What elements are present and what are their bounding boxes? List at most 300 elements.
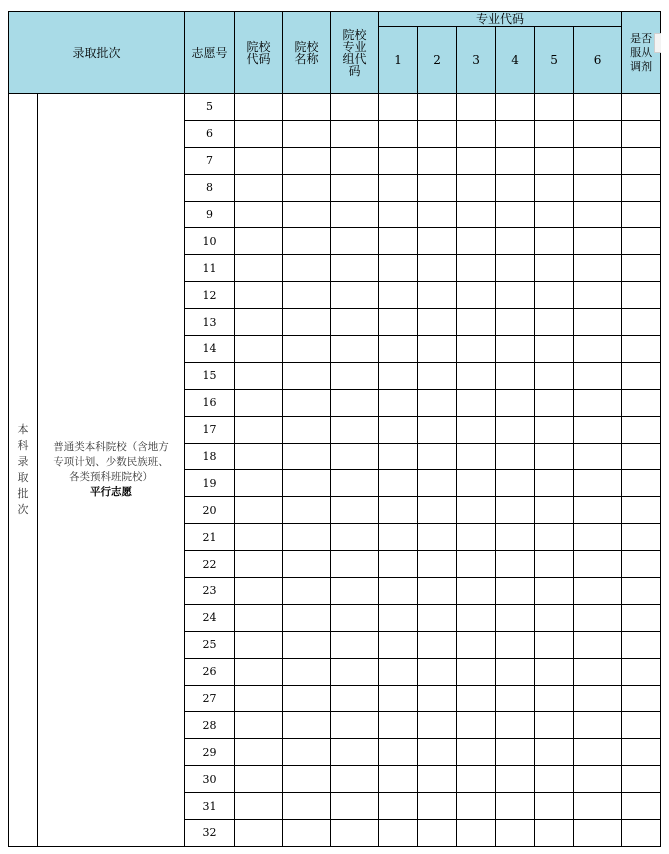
school-code-input[interactable]: [235, 120, 283, 147]
major-code-3-input[interactable]: [457, 578, 496, 605]
school-code-input[interactable]: [235, 201, 283, 228]
adjust-input[interactable]: [622, 147, 661, 174]
major-code-5-input[interactable]: [535, 255, 574, 282]
group-code-input[interactable]: [331, 282, 379, 309]
major-code-1-input[interactable]: [379, 524, 418, 551]
school-name-input[interactable]: [283, 282, 331, 309]
school-code-input[interactable]: [235, 443, 283, 470]
group-code-input[interactable]: [331, 336, 379, 363]
school-code-input[interactable]: [235, 147, 283, 174]
adjust-input[interactable]: [622, 443, 661, 470]
major-code-2-input[interactable]: [418, 631, 457, 658]
major-code-5-input[interactable]: [535, 497, 574, 524]
major-code-2-input[interactable]: [418, 766, 457, 793]
choice-number: 14: [185, 336, 235, 363]
major-code-5-input[interactable]: [535, 309, 574, 336]
adjust-input[interactable]: [622, 470, 661, 497]
major-code-1-input[interactable]: [379, 820, 418, 847]
major-code-6-input[interactable]: [574, 255, 622, 282]
major-code-6-input[interactable]: [574, 120, 622, 147]
major-code-2-input[interactable]: [418, 820, 457, 847]
major-code-3-input[interactable]: [457, 147, 496, 174]
header-school-name-text: 院校名称: [294, 39, 319, 66]
major-code-2-input[interactable]: [418, 551, 457, 578]
major-code-1-input[interactable]: [379, 94, 418, 121]
batch-char: 次: [17, 502, 29, 516]
school-name-input[interactable]: [283, 416, 331, 443]
major-code-1-input[interactable]: [379, 416, 418, 443]
group-code-input[interactable]: [331, 389, 379, 416]
major-code-4-input[interactable]: [496, 94, 535, 121]
major-code-4-input[interactable]: [496, 685, 535, 712]
major-code-2-input[interactable]: [418, 416, 457, 443]
school-name-input[interactable]: [283, 524, 331, 551]
group-code-input[interactable]: [331, 524, 379, 551]
major-code-4-input[interactable]: [496, 497, 535, 524]
group-code-input[interactable]: [331, 551, 379, 578]
major-code-2-input[interactable]: [418, 309, 457, 336]
choice-number: 27: [185, 685, 235, 712]
major-code-4-input[interactable]: [496, 443, 535, 470]
adjust-input[interactable]: [622, 336, 661, 363]
major-code-4-input[interactable]: [496, 551, 535, 578]
major-code-1-input[interactable]: [379, 766, 418, 793]
major-code-1-input[interactable]: [379, 631, 418, 658]
adjust-input[interactable]: [622, 604, 661, 631]
major-code-5-input[interactable]: [535, 336, 574, 363]
school-name-input[interactable]: [283, 578, 331, 605]
major-code-1-input[interactable]: [379, 201, 418, 228]
major-code-4-input[interactable]: [496, 336, 535, 363]
major-code-6-input[interactable]: [574, 685, 622, 712]
major-code-3-input[interactable]: [457, 94, 496, 121]
major-code-3-input[interactable]: [457, 228, 496, 255]
school-code-input[interactable]: [235, 739, 283, 766]
major-code-5-input[interactable]: [535, 94, 574, 121]
header-group-code: [331, 12, 379, 94]
major-code-6-input[interactable]: [574, 712, 622, 739]
header-major-col: 2: [418, 27, 457, 94]
major-code-5-input[interactable]: [535, 551, 574, 578]
major-code-1-input[interactable]: [379, 470, 418, 497]
group-code-input[interactable]: [331, 174, 379, 201]
major-code-5-input[interactable]: [535, 604, 574, 631]
school-code-input[interactable]: [235, 685, 283, 712]
major-code-2-input[interactable]: [418, 712, 457, 739]
major-code-4-input[interactable]: [496, 820, 535, 847]
major-code-3-input[interactable]: [457, 416, 496, 443]
major-code-6-input[interactable]: [574, 470, 622, 497]
school-code-input[interactable]: [235, 228, 283, 255]
major-code-4-input[interactable]: [496, 147, 535, 174]
adjust-input[interactable]: [622, 524, 661, 551]
school-name-input[interactable]: [283, 685, 331, 712]
group-code-input[interactable]: [331, 497, 379, 524]
school-code-input[interactable]: [235, 174, 283, 201]
major-code-5-input[interactable]: [535, 470, 574, 497]
major-code-5-input[interactable]: [535, 793, 574, 820]
major-code-4-input[interactable]: [496, 658, 535, 685]
major-code-5-input[interactable]: [535, 201, 574, 228]
major-code-3-input[interactable]: [457, 120, 496, 147]
school-code-input[interactable]: [235, 416, 283, 443]
major-code-6-input[interactable]: [574, 604, 622, 631]
major-code-6-input[interactable]: [574, 658, 622, 685]
major-code-4-input[interactable]: [496, 362, 535, 389]
major-code-4-input[interactable]: [496, 793, 535, 820]
group-code-input[interactable]: [331, 578, 379, 605]
school-name-input[interactable]: [283, 201, 331, 228]
major-code-4-input[interactable]: [496, 524, 535, 551]
major-code-2-input[interactable]: [418, 578, 457, 605]
header-batch: 录取批次: [9, 12, 185, 94]
major-code-6-input[interactable]: [574, 362, 622, 389]
major-code-1-input[interactable]: [379, 228, 418, 255]
group-code-input[interactable]: [331, 94, 379, 121]
adjust-input[interactable]: [622, 739, 661, 766]
major-code-1-input[interactable]: [379, 336, 418, 363]
major-code-5-input[interactable]: [535, 820, 574, 847]
major-code-4-input[interactable]: [496, 766, 535, 793]
group-code-input[interactable]: [331, 712, 379, 739]
major-code-3-input[interactable]: [457, 712, 496, 739]
school-code-input[interactable]: [235, 309, 283, 336]
major-code-4-input[interactable]: [496, 201, 535, 228]
header-major-col: 5: [535, 27, 574, 94]
major-code-4-input[interactable]: [496, 712, 535, 739]
major-code-6-input[interactable]: [574, 201, 622, 228]
header-major-col: 4: [496, 27, 535, 94]
major-code-6-input[interactable]: [574, 174, 622, 201]
major-code-6-input[interactable]: [574, 94, 622, 121]
header-major-col: 3: [457, 27, 496, 94]
major-code-6-input[interactable]: [574, 578, 622, 605]
major-code-1-input[interactable]: [379, 658, 418, 685]
major-code-4-input[interactable]: [496, 228, 535, 255]
major-code-2-input[interactable]: [418, 604, 457, 631]
major-code-2-input[interactable]: [418, 497, 457, 524]
school-name-input[interactable]: [283, 174, 331, 201]
adjust-input[interactable]: [622, 228, 661, 255]
group-code-input[interactable]: [331, 443, 379, 470]
school-code-input[interactable]: [235, 551, 283, 578]
school-name-input[interactable]: [283, 604, 331, 631]
group-code-input[interactable]: [331, 362, 379, 389]
group-code-input[interactable]: [331, 685, 379, 712]
major-code-2-input[interactable]: [418, 120, 457, 147]
major-code-1-input[interactable]: [379, 443, 418, 470]
major-code-3-input[interactable]: [457, 497, 496, 524]
major-code-5-input[interactable]: [535, 685, 574, 712]
group-code-input[interactable]: [331, 416, 379, 443]
adjust-input[interactable]: [622, 309, 661, 336]
major-code-2-input[interactable]: [418, 94, 457, 121]
major-code-4-input[interactable]: [496, 120, 535, 147]
adjust-input[interactable]: [622, 578, 661, 605]
group-code-input[interactable]: [331, 255, 379, 282]
major-code-2-input[interactable]: [418, 201, 457, 228]
page-edge-tab: [654, 33, 661, 53]
school-name-input[interactable]: [283, 443, 331, 470]
major-code-5-input[interactable]: [535, 524, 574, 551]
major-code-6-input[interactable]: [574, 793, 622, 820]
adjust-input[interactable]: [622, 416, 661, 443]
volunteer-form: [8, 11, 661, 847]
major-code-5-input[interactable]: [535, 174, 574, 201]
major-code-2-input[interactable]: [418, 362, 457, 389]
major-code-1-input[interactable]: [379, 120, 418, 147]
major-code-6-input[interactable]: [574, 389, 622, 416]
major-code-6-input[interactable]: [574, 766, 622, 793]
major-code-6-input[interactable]: [574, 336, 622, 363]
school-code-input[interactable]: [235, 497, 283, 524]
school-code-input[interactable]: [235, 604, 283, 631]
group-code-input[interactable]: [331, 793, 379, 820]
group-code-input[interactable]: [331, 631, 379, 658]
major-code-1-input[interactable]: [379, 739, 418, 766]
header-adjust-text: 是否服从调剂: [630, 31, 653, 73]
school-code-input[interactable]: [235, 820, 283, 847]
major-code-3-input[interactable]: [457, 551, 496, 578]
school-name-input[interactable]: [283, 551, 331, 578]
major-code-1-input[interactable]: [379, 712, 418, 739]
school-name-input[interactable]: [283, 336, 331, 363]
major-code-2-input[interactable]: [418, 282, 457, 309]
group-code-input[interactable]: [331, 120, 379, 147]
school-code-input[interactable]: [235, 470, 283, 497]
major-code-5-input[interactable]: [535, 228, 574, 255]
major-code-2-input[interactable]: [418, 174, 457, 201]
major-code-1-input[interactable]: [379, 309, 418, 336]
major-code-1-input[interactable]: [379, 282, 418, 309]
major-code-6-input[interactable]: [574, 147, 622, 174]
group-code-input[interactable]: [331, 739, 379, 766]
major-code-3-input[interactable]: [457, 389, 496, 416]
major-code-6-input[interactable]: [574, 524, 622, 551]
school-code-input[interactable]: [235, 578, 283, 605]
school-code-input[interactable]: [235, 712, 283, 739]
major-code-1-input[interactable]: [379, 685, 418, 712]
major-code-6-input[interactable]: [574, 497, 622, 524]
major-code-1-input[interactable]: [379, 389, 418, 416]
adjust-input[interactable]: [622, 658, 661, 685]
school-code-input[interactable]: [235, 524, 283, 551]
major-code-3-input[interactable]: [457, 309, 496, 336]
adjust-input[interactable]: [622, 255, 661, 282]
major-code-3-input[interactable]: [457, 336, 496, 363]
school-code-input[interactable]: [235, 282, 283, 309]
major-code-6-input[interactable]: [574, 416, 622, 443]
group-code-input[interactable]: [331, 470, 379, 497]
adjust-input[interactable]: [622, 174, 661, 201]
adjust-input[interactable]: [622, 362, 661, 389]
school-name-input[interactable]: [283, 147, 331, 174]
school-name-input[interactable]: [283, 712, 331, 739]
batch-char: 科: [17, 438, 29, 452]
group-code-input[interactable]: [331, 309, 379, 336]
school-code-input[interactable]: [235, 94, 283, 121]
school-code-input[interactable]: [235, 766, 283, 793]
group-code-input[interactable]: [331, 658, 379, 685]
major-code-2-input[interactable]: [418, 443, 457, 470]
major-code-4-input[interactable]: [496, 604, 535, 631]
major-code-3-input[interactable]: [457, 174, 496, 201]
major-code-2-input[interactable]: [418, 255, 457, 282]
adjust-input[interactable]: [622, 94, 661, 121]
major-code-1-input[interactable]: [379, 362, 418, 389]
adjust-input[interactable]: [622, 551, 661, 578]
major-code-2-input[interactable]: [418, 389, 457, 416]
choice-number: 32: [185, 820, 235, 847]
major-code-5-input[interactable]: [535, 120, 574, 147]
choice-number: 31: [185, 793, 235, 820]
school-code-input[interactable]: [235, 658, 283, 685]
school-name-input[interactable]: [283, 658, 331, 685]
major-code-5-input[interactable]: [535, 362, 574, 389]
adjust-input[interactable]: [622, 282, 661, 309]
school-name-input[interactable]: [283, 120, 331, 147]
major-code-1-input[interactable]: [379, 497, 418, 524]
major-code-6-input[interactable]: [574, 820, 622, 847]
adjust-input[interactable]: [622, 793, 661, 820]
school-name-input[interactable]: [283, 362, 331, 389]
adjust-input[interactable]: [622, 120, 661, 147]
adjust-input[interactable]: [622, 820, 661, 847]
group-code-input[interactable]: [331, 766, 379, 793]
major-code-3-input[interactable]: [457, 793, 496, 820]
major-code-3-input[interactable]: [457, 739, 496, 766]
school-name-input[interactable]: [283, 94, 331, 121]
major-code-6-input[interactable]: [574, 282, 622, 309]
major-code-1-input[interactable]: [379, 147, 418, 174]
major-code-2-input[interactable]: [418, 336, 457, 363]
major-code-5-input[interactable]: [535, 443, 574, 470]
school-code-input[interactable]: [235, 793, 283, 820]
major-code-5-input[interactable]: [535, 739, 574, 766]
major-code-3-input[interactable]: [457, 470, 496, 497]
major-code-2-input[interactable]: [418, 147, 457, 174]
major-code-4-input[interactable]: [496, 631, 535, 658]
major-code-5-input[interactable]: [535, 416, 574, 443]
application-table: [8, 11, 661, 847]
major-code-4-input[interactable]: [496, 739, 535, 766]
major-code-5-input[interactable]: [535, 712, 574, 739]
major-code-3-input[interactable]: [457, 524, 496, 551]
major-code-4-input[interactable]: [496, 174, 535, 201]
group-code-input[interactable]: [331, 201, 379, 228]
adjust-input[interactable]: [622, 685, 661, 712]
adjust-input[interactable]: [622, 497, 661, 524]
school-name-input[interactable]: [283, 255, 331, 282]
major-code-4-input[interactable]: [496, 389, 535, 416]
group-code-input[interactable]: [331, 604, 379, 631]
adjust-input[interactable]: [622, 389, 661, 416]
batch-char: 录: [17, 454, 29, 468]
major-code-3-input[interactable]: [457, 201, 496, 228]
major-code-6-input[interactable]: [574, 631, 622, 658]
major-code-5-input[interactable]: [535, 658, 574, 685]
school-name-input[interactable]: [283, 766, 331, 793]
school-name-input[interactable]: [283, 820, 331, 847]
major-code-1-input[interactable]: [379, 578, 418, 605]
school-name-input[interactable]: [283, 309, 331, 336]
major-code-6-input[interactable]: [574, 443, 622, 470]
major-code-1-input[interactable]: [379, 551, 418, 578]
major-code-3-input[interactable]: [457, 631, 496, 658]
major-code-4-input[interactable]: [496, 416, 535, 443]
major-code-1-input[interactable]: [379, 174, 418, 201]
major-code-3-input[interactable]: [457, 685, 496, 712]
school-code-input[interactable]: [235, 336, 283, 363]
major-code-3-input[interactable]: [457, 282, 496, 309]
school-code-input[interactable]: [235, 631, 283, 658]
major-code-4-input[interactable]: [496, 470, 535, 497]
major-code-2-input[interactable]: [418, 470, 457, 497]
major-code-3-input[interactable]: [457, 658, 496, 685]
major-code-4-input[interactable]: [496, 255, 535, 282]
adjust-input[interactable]: [622, 712, 661, 739]
major-code-3-input[interactable]: [457, 255, 496, 282]
choice-number: 12: [185, 282, 235, 309]
school-name-input[interactable]: [283, 497, 331, 524]
major-code-4-input[interactable]: [496, 282, 535, 309]
adjust-input[interactable]: [622, 201, 661, 228]
school-name-input[interactable]: [283, 631, 331, 658]
major-code-5-input[interactable]: [535, 766, 574, 793]
major-code-2-input[interactable]: [418, 658, 457, 685]
major-code-3-input[interactable]: [457, 443, 496, 470]
major-code-3-input[interactable]: [457, 820, 496, 847]
major-code-2-input[interactable]: [418, 793, 457, 820]
major-code-5-input[interactable]: [535, 282, 574, 309]
major-code-5-input[interactable]: [535, 147, 574, 174]
category-cell: [38, 94, 185, 847]
group-code-input[interactable]: [331, 147, 379, 174]
school-name-input[interactable]: [283, 389, 331, 416]
major-code-4-input[interactable]: [496, 578, 535, 605]
adjust-input[interactable]: [622, 766, 661, 793]
major-code-2-input[interactable]: [418, 228, 457, 255]
major-code-5-input[interactable]: [535, 631, 574, 658]
major-code-6-input[interactable]: [574, 739, 622, 766]
major-code-3-input[interactable]: [457, 362, 496, 389]
school-name-input[interactable]: [283, 739, 331, 766]
major-code-5-input[interactable]: [535, 389, 574, 416]
school-name-input[interactable]: [283, 793, 331, 820]
group-code-input[interactable]: [331, 820, 379, 847]
major-code-6-input[interactable]: [574, 551, 622, 578]
adjust-input[interactable]: [622, 631, 661, 658]
school-name-input[interactable]: [283, 470, 331, 497]
school-name-input[interactable]: [283, 228, 331, 255]
group-code-input[interactable]: [331, 228, 379, 255]
major-code-4-input[interactable]: [496, 309, 535, 336]
school-code-input[interactable]: [235, 255, 283, 282]
school-code-input[interactable]: [235, 389, 283, 416]
major-code-1-input[interactable]: [379, 793, 418, 820]
major-code-2-input[interactable]: [418, 685, 457, 712]
major-code-3-input[interactable]: [457, 766, 496, 793]
major-code-1-input[interactable]: [379, 255, 418, 282]
major-code-3-input[interactable]: [457, 604, 496, 631]
school-code-input[interactable]: [235, 362, 283, 389]
major-code-6-input[interactable]: [574, 309, 622, 336]
major-code-6-input[interactable]: [574, 228, 622, 255]
major-code-1-input[interactable]: [379, 604, 418, 631]
major-code-5-input[interactable]: [535, 578, 574, 605]
major-code-2-input[interactable]: [418, 524, 457, 551]
major-code-2-input[interactable]: [418, 739, 457, 766]
